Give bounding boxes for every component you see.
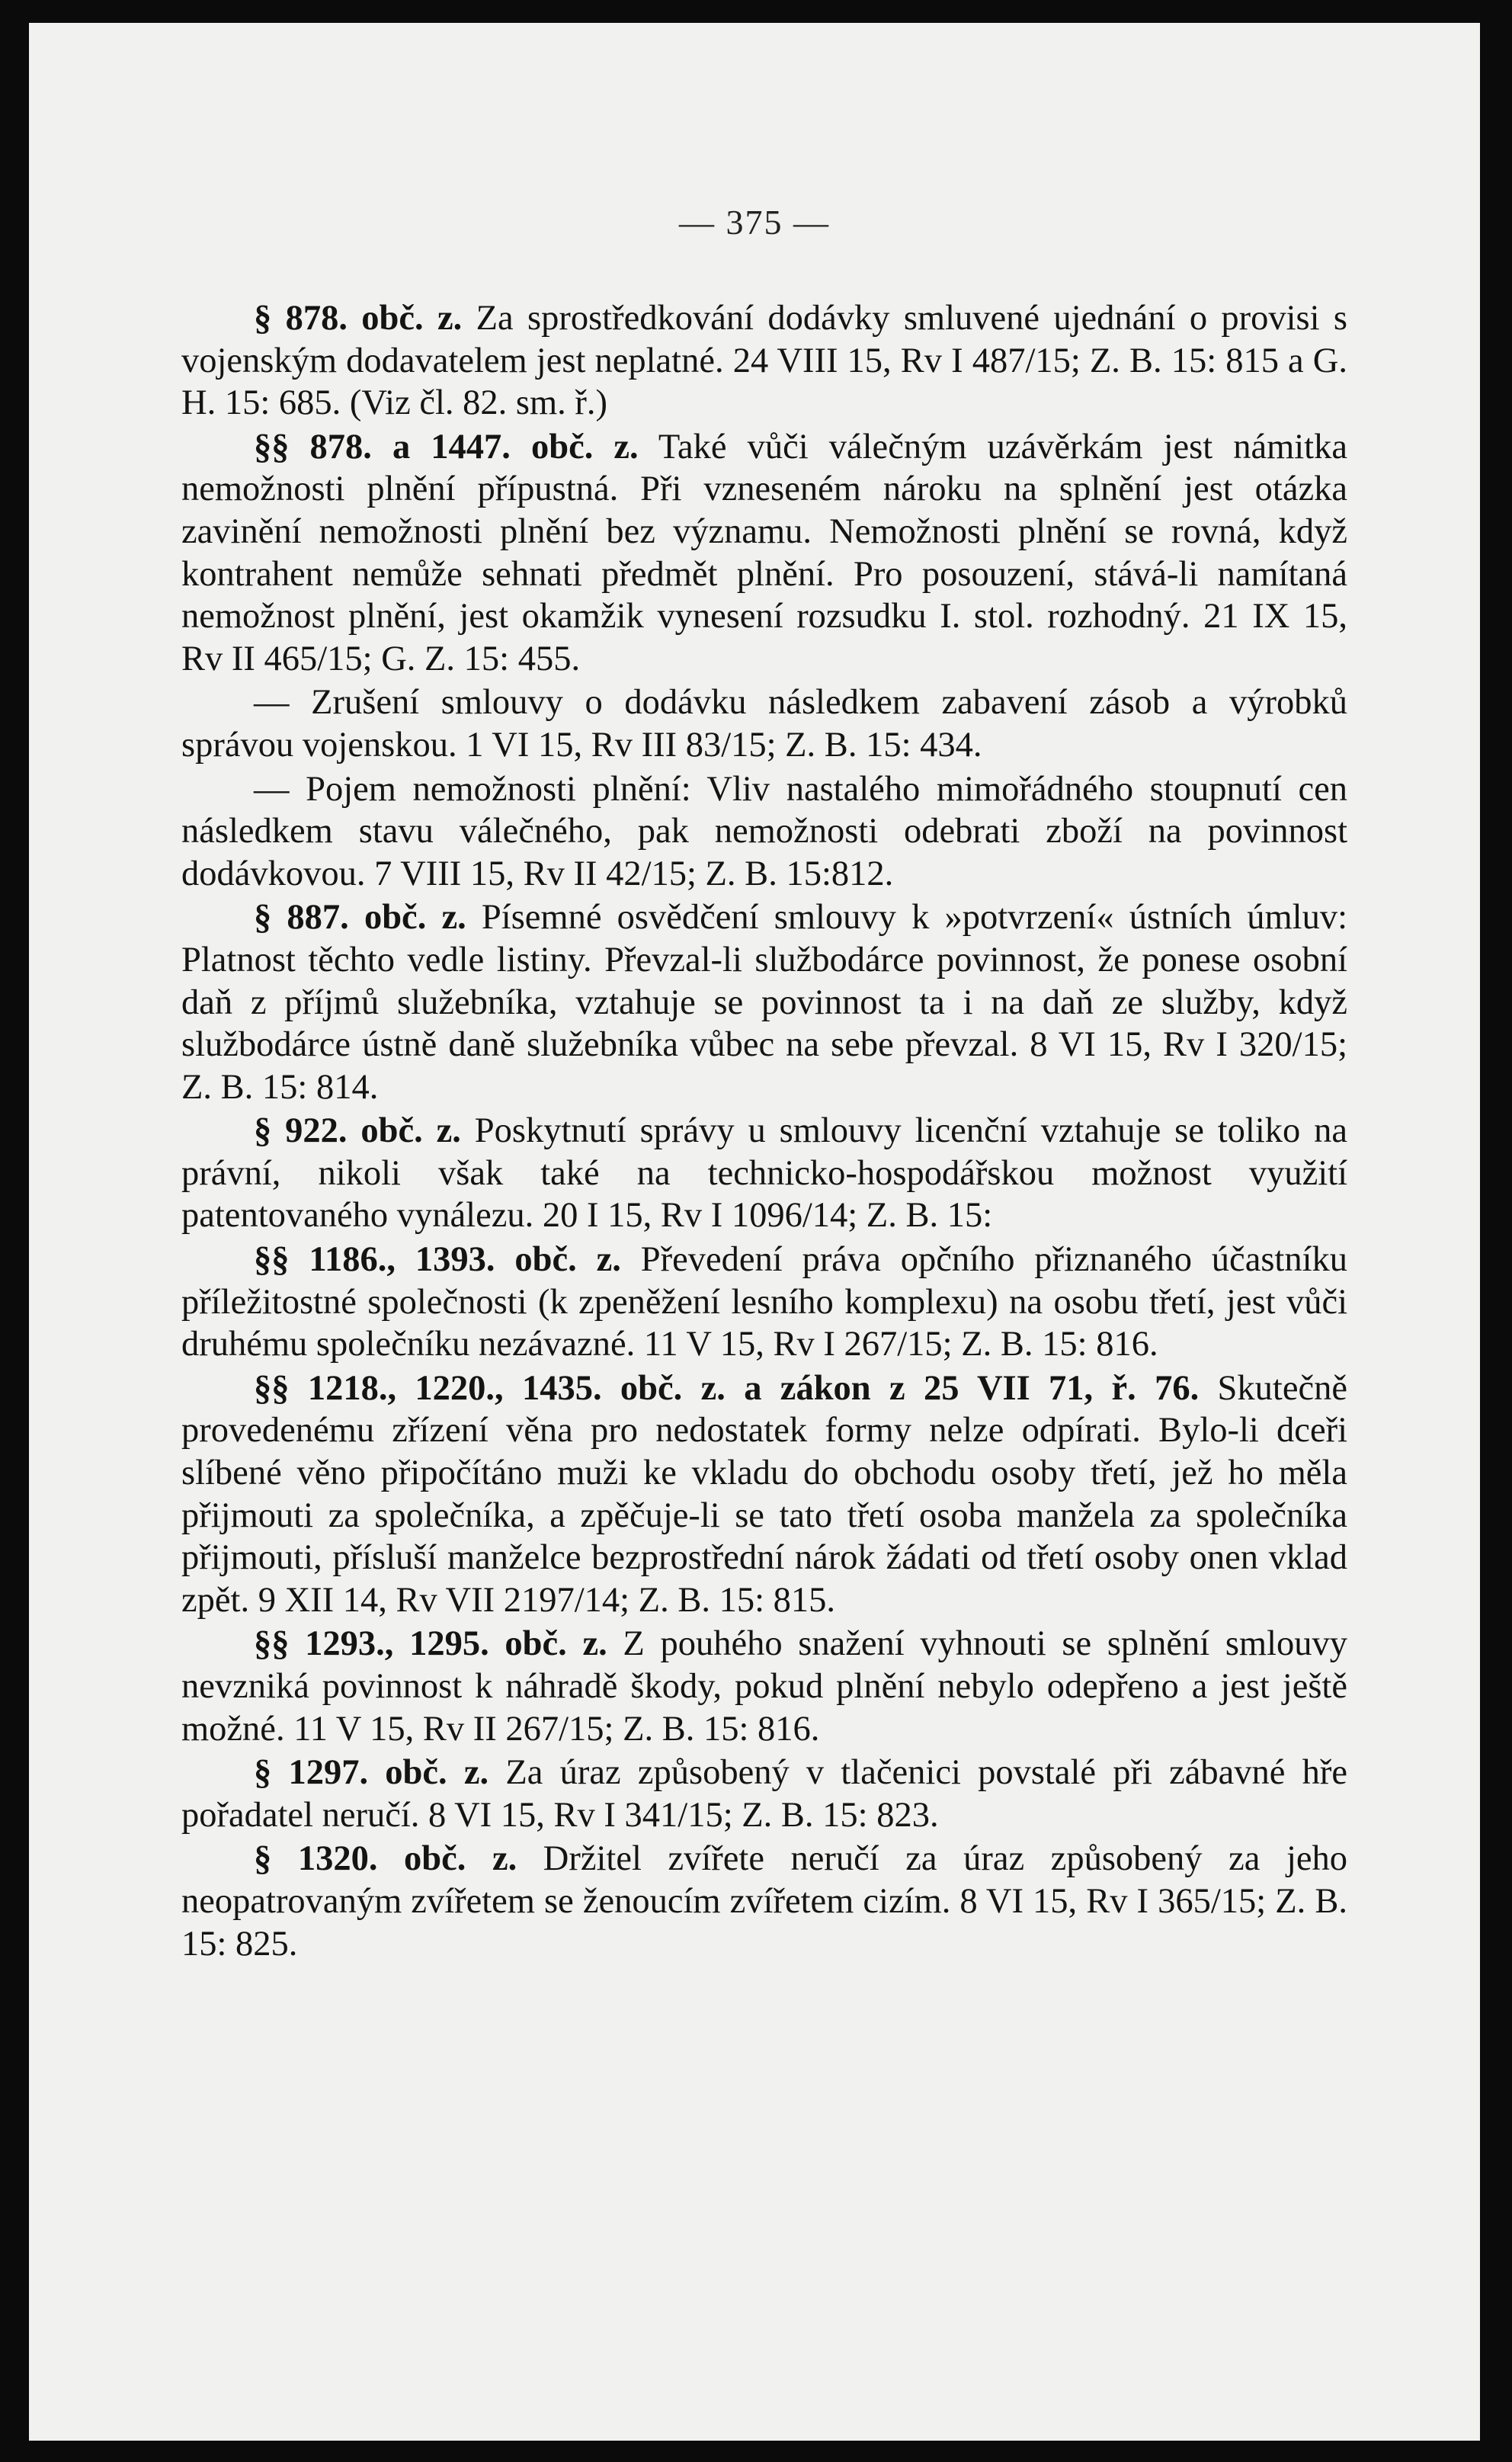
entry-paragraph (181, 768, 1347, 896)
entry-reference: § 922. obč. z. (254, 1111, 461, 1151)
entry-paragraph (181, 1838, 1347, 1965)
entry-text: Držitel zvířete neručí za úraz způsobený za jeho neopatrovaným zvířetem se ženoucím zvířetem cizím. 8 VI 15, Rv I 365/15; Z. B. 15: 825. (181, 1839, 1348, 1964)
entry-text: Také vůči válečným uzávěrkám jest námitka nemožnosti plnění přípustná. Při vzneseném nároku na splnění jest otázka zavinění nemožnosti plnění bez významu. Nemožnosti plnění se rovná, když kontrahent nemůže sehnati předmět plnění. Pro posouzení, stává-li namítaná nemožnost plnění, jest okamžik vynesení rozsudku I. stol. rozhodný. 21 IX 15, Rv II 465/15; G. Z. 15: 455. (181, 427, 1347, 678)
entry-text: Písemné osvědčení smlouvy k »potvrzení« ústních úmluv: Platnost těchto vedle listiny. Převzal-li službodárce povinnost, že ponese osobní daň z příjmů služebníka, vztahuje se povinnost ta i na daň ze služby, když službodárce ústně daně služebníka vůbec na sebe převzal. 8 VI 15, Rv I 320/15; Z. B. 15: 814. (181, 898, 1348, 1107)
entry-reference: §§ 1186., 1393. obč. z. (254, 1240, 621, 1280)
entry-paragraph (181, 1367, 1347, 1622)
page-number: — 375 — (679, 203, 830, 242)
entry-text: Z pouhého snažení vyhnouti se splnění smlouvy nevzniká povinnost k náhradě škody, pokud plnění nebylo odepřeno a jest ještě možné. 11 V 15, Rv II 267/15; Z. B. 15: 816. (181, 1624, 1348, 1749)
entry-reference: §§ 878. a 1447. obč. z. (254, 427, 639, 466)
entry-paragraph (181, 297, 1347, 425)
entry-paragraph (181, 1110, 1347, 1237)
entry-text: — Zrušení smlouvy o dodávku následkem zabavení zásob a výrobků správou vojenskou. 1 VI 15, Rv III 83/15; Z. B. 15: 434. (181, 683, 1347, 765)
entry-text: — Pojem nemožnosti plnění: Vliv nastalého mimořádného stoupnutí cen následkem stavu válečného, pak nemožnosti odebrati zboží na povinnost dodávkovou. 7 VIII 15, Rv II 42/15; Z. B. 15:812. (181, 769, 1347, 893)
entry-text: Za sprostředkování dodávky smluvené ujednání o provisi s vojenským dodavatelem jest neplatné. 24 VIII 15, Rv I 487/15; Z. B. 15: 815 a G. H. 15: 685. (Viz čl. 82. sm. ř.) (181, 299, 1347, 423)
entry-paragraph (181, 896, 1347, 1108)
entry-reference: § 1297. obč. z. (254, 1753, 489, 1793)
entry-text: Poskytnutí správy u smlouvy licenční vztahuje se toliko na právní, nikoli však také na technicko-hospodářskou možnost využití patentovaného vynálezu. 20 I 15, Rv I 1096/14; Z. B. 15: (181, 1111, 1348, 1236)
entry-paragraph (181, 1752, 1347, 1836)
entry-text: Skutečně provedenému zřízení věna pro nedostatek formy nelze odpírati. Bylo-li dceři slíbené věno připočítáno muži ke vkladu do obchodu osoby třetí, jež ho měla přijmouti za společníka, a zpěčuje-li se tato třetí osoba manžela za společníka přijmouti, přísluší manželce bezprostřední nárok žádati od třetí osoby onen vklad zpět. 9 XII 14, Rv VII 2197/14; Z. B. 15: 815. (181, 1368, 1347, 1620)
entry-text: Převedení práva opčního přiznaného účastníku příležitostné společnosti (k zpeněžení lesního komplexu) na osobu třetí, jest vůči druhému společníku nezávazné. 11 V 15, Rv I 267/15; Z. B. 15: 816. (181, 1240, 1348, 1364)
entry-reference: § 1320. obč. z. (254, 1839, 517, 1879)
page-body (181, 297, 1347, 1965)
entry-reference: § 878. obč. z. (254, 299, 463, 338)
entry-reference: §§ 1218., 1220., 1435. obč. z. a zákon z 25 VII 71, ř. 76. (254, 1368, 1200, 1408)
entry-reference: §§ 1293., 1295. obč. z. (254, 1624, 607, 1664)
entry-paragraph (181, 1623, 1347, 1750)
entry-paragraph (181, 426, 1347, 681)
entry-reference: § 887. obč. z. (254, 898, 466, 938)
document-page (29, 23, 1480, 2441)
entry-paragraph (181, 681, 1347, 766)
entry-text: Za úraz způsobený v tlačenici povstalé při zábavné hře pořadatel neručí. 8 VI 15, Rv I 341/15; Z. B. 15: 823. (181, 1753, 1348, 1835)
entry-paragraph (181, 1239, 1347, 1366)
